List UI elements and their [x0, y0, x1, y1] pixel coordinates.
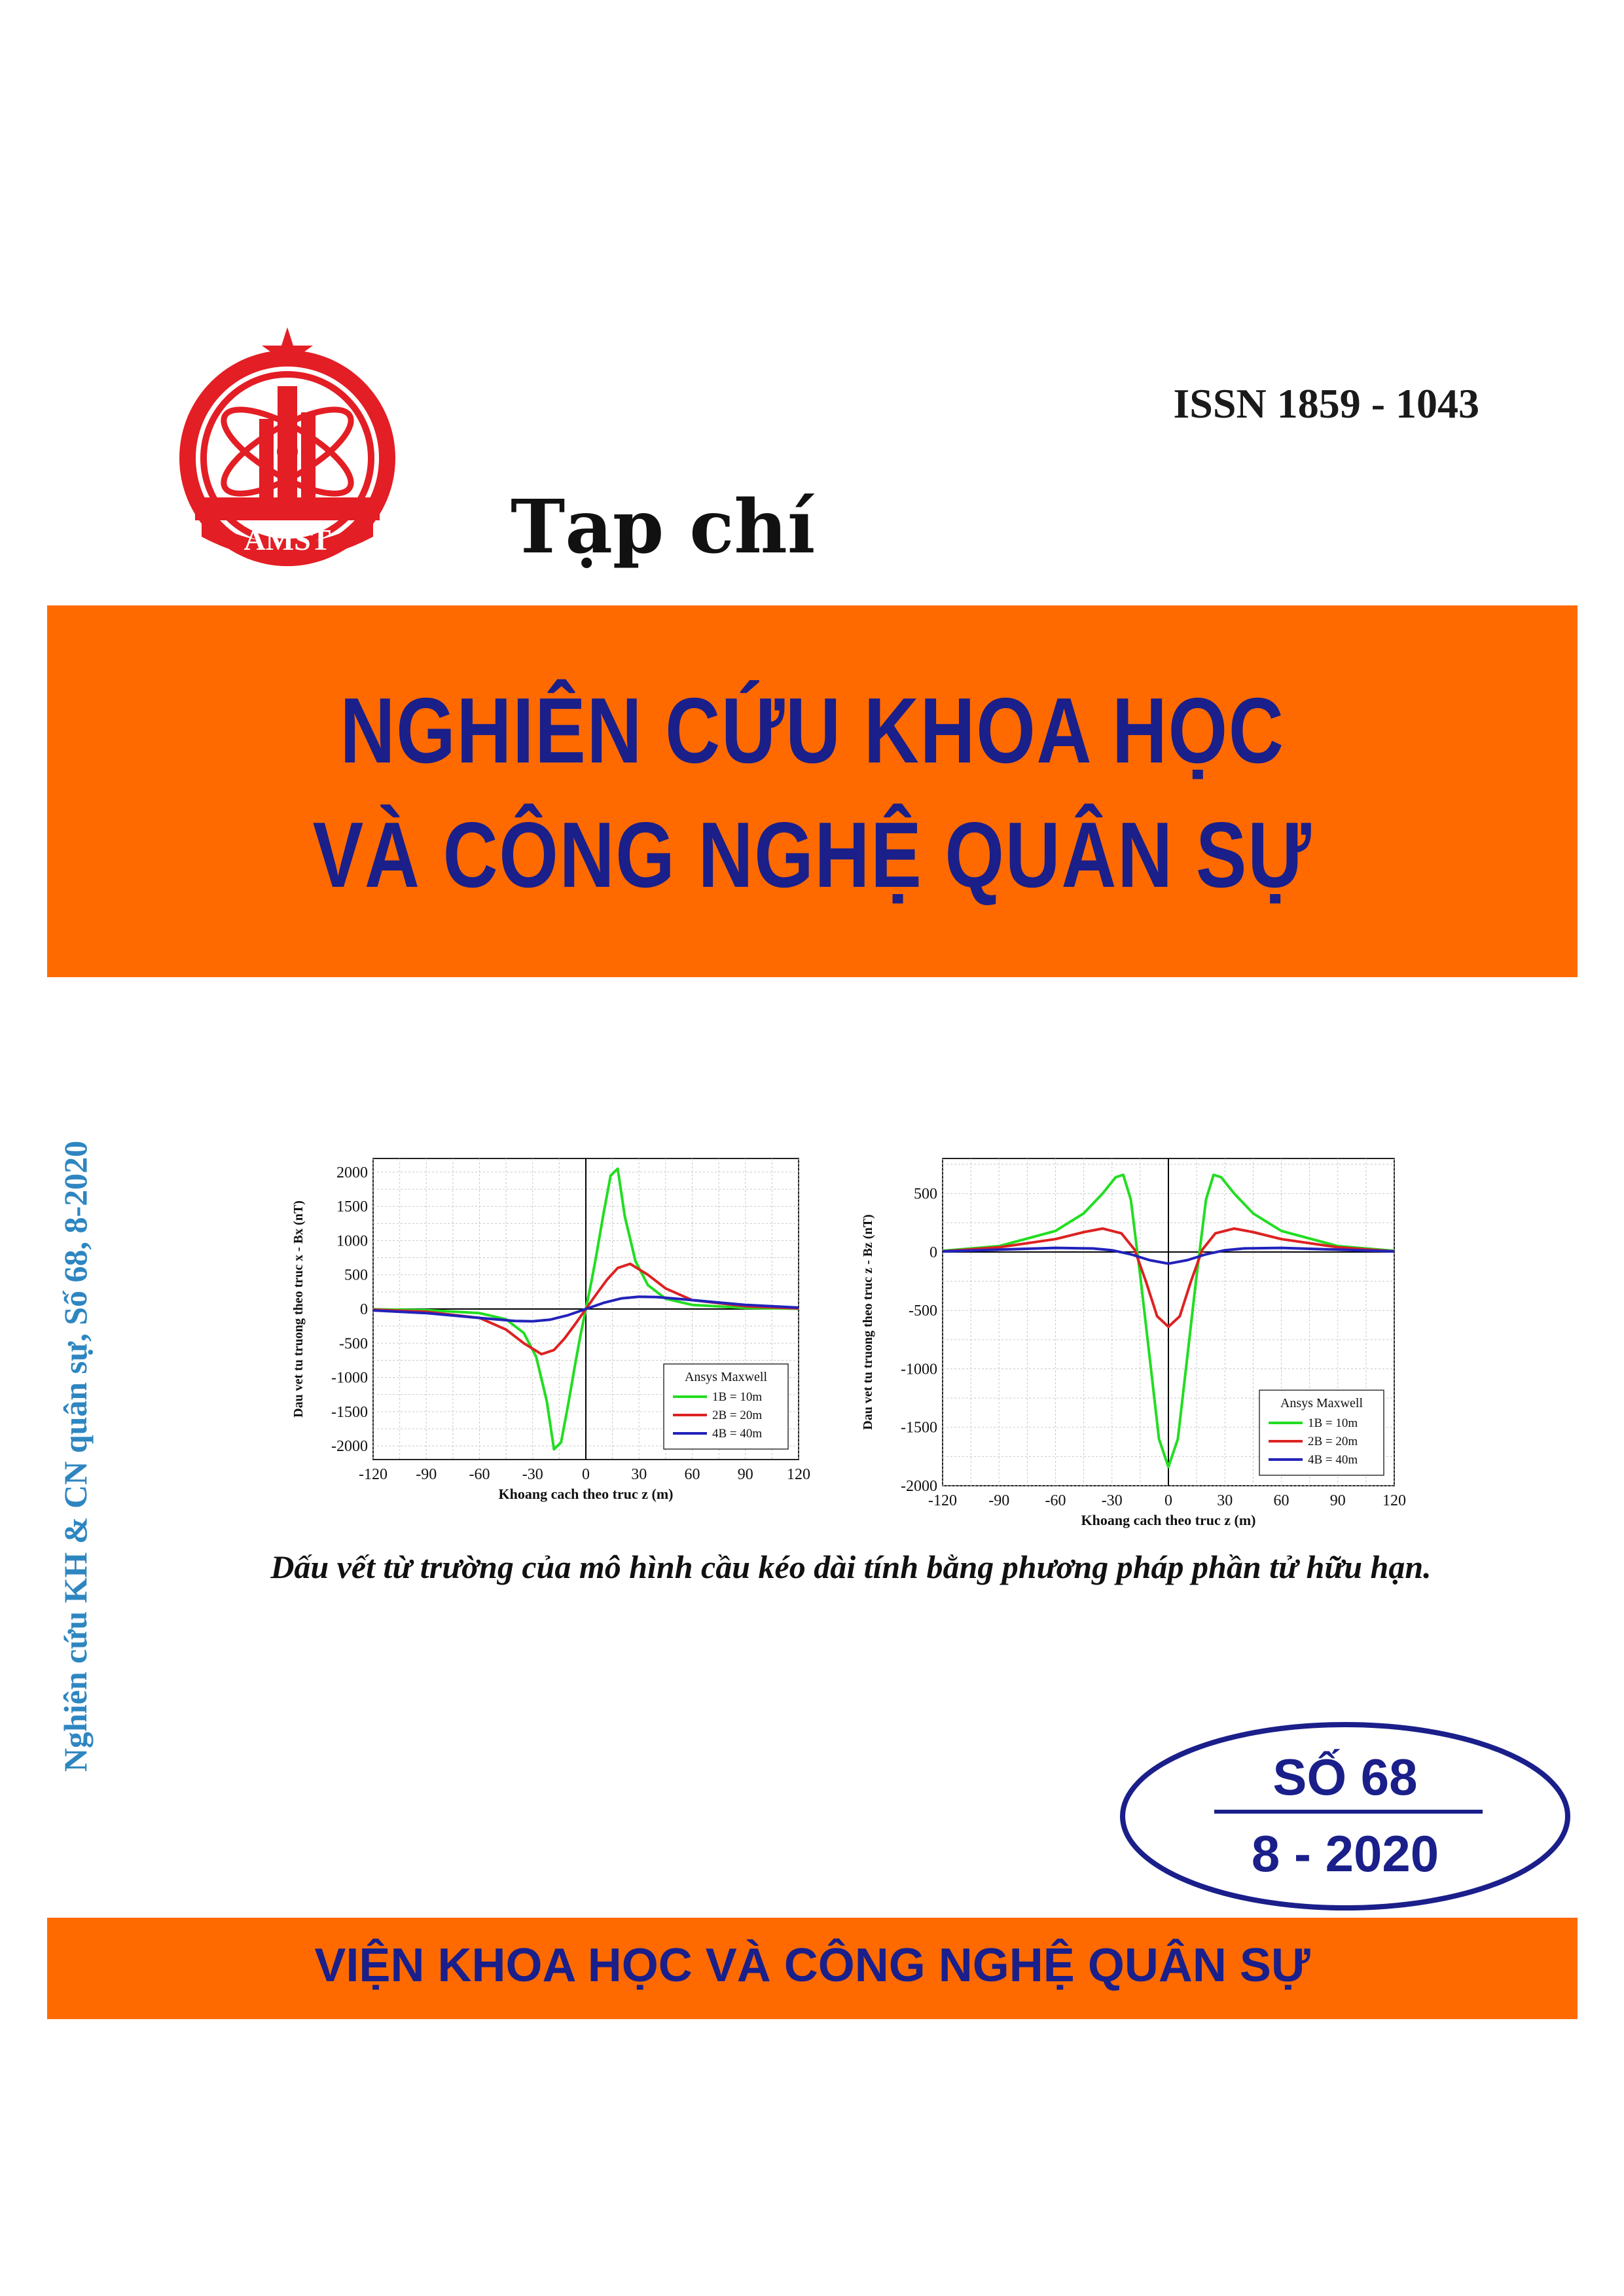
x-tick-label: 90: [737, 1466, 753, 1483]
y-tick-label: -1500: [901, 1419, 937, 1437]
x-tick-label: -30: [522, 1466, 543, 1483]
journal-title-line2: VÀ CÔNG NGHỆ QUÂN SỰ: [312, 803, 1312, 907]
y-tick-label: -500: [909, 1302, 937, 1320]
x-tick-label: 30: [1217, 1492, 1233, 1509]
y-tick-label: 1000: [336, 1232, 368, 1250]
x-tick-label: -30: [1101, 1492, 1123, 1509]
issue-divider: [1214, 1810, 1483, 1814]
issue-date: 8 - 2020: [1251, 1825, 1439, 1882]
figure-caption: Dấu vết từ trường của mô hình cầu kéo dài tính bằng phương pháp phần tử hữu hạn.: [270, 1549, 1432, 1585]
legend-entry: 1B = 10m: [712, 1390, 763, 1404]
y-tick-label: 0: [929, 1244, 937, 1261]
x-tick-label: 90: [1329, 1492, 1346, 1509]
y-tick-label: 500: [914, 1185, 937, 1203]
y-tick-label: -1000: [331, 1369, 368, 1387]
spine-label: [39, 1080, 111, 1833]
x-tick-label: -90: [988, 1492, 1010, 1509]
logo-text: AMST: [244, 523, 331, 556]
x-tick-label: 60: [684, 1466, 700, 1483]
legend-entry: 1B = 10m: [1308, 1416, 1358, 1430]
issue-badge: [1116, 1718, 1574, 1914]
journal-title-line1: NGHIÊN CỨU KHOA HỌC: [340, 679, 1285, 783]
y-tick-label: -1500: [331, 1403, 368, 1421]
x-tick-label: 0: [582, 1466, 590, 1483]
y-axis-label: Dau vet tu truong theo truc z - Bz (nT): [861, 1214, 875, 1430]
x-tick-label: -120: [359, 1466, 388, 1483]
y-axis-label: Dau vet tu truong theo truc x - Bx (nT): [291, 1200, 306, 1418]
x-tick-label: -60: [469, 1466, 490, 1483]
y-tick-label: -2000: [331, 1438, 368, 1456]
legend-entry: 4B = 40m: [712, 1427, 763, 1441]
x-axis-label: Khoang cach theo truc z (m): [1081, 1512, 1256, 1528]
x-tick-label: -90: [416, 1466, 437, 1483]
x-tick-label: 30: [631, 1466, 647, 1483]
y-tick-label: 2000: [336, 1164, 368, 1181]
x-tick-label: -120: [928, 1492, 957, 1509]
amst-logo: [169, 321, 406, 569]
legend-title: Ansys Maxwell: [1280, 1396, 1363, 1410]
legend-entry: 2B = 20m: [1308, 1435, 1358, 1448]
y-tick-label: 1500: [336, 1198, 368, 1216]
y-tick-label: -500: [339, 1335, 368, 1353]
y-tick-label: 500: [344, 1266, 368, 1284]
chart-bx: [288, 1139, 812, 1518]
x-tick-label: 0: [1164, 1492, 1172, 1509]
x-axis-label: Khoang cach theo truc z (m): [498, 1486, 674, 1502]
x-tick-label: 120: [1382, 1492, 1406, 1509]
x-tick-label: -60: [1045, 1492, 1066, 1509]
issn-number: ISSN 1859 - 1043: [1173, 380, 1479, 427]
x-tick-label: 60: [1273, 1492, 1290, 1509]
footer-banner: [47, 1918, 1578, 2019]
title-banner: [47, 605, 1578, 977]
issue-number: SỐ 68: [1272, 1748, 1418, 1806]
y-tick-label: 0: [360, 1301, 368, 1318]
chart-bz: [857, 1139, 1407, 1545]
y-tick-label: -2000: [901, 1478, 937, 1495]
x-tick-label: 120: [787, 1466, 810, 1483]
magazine-word: Tạp chí: [511, 484, 816, 570]
legend-entry: 4B = 40m: [1308, 1453, 1358, 1467]
y-tick-label: -1000: [901, 1361, 937, 1378]
publisher-name: VIỆN KHOA HỌC VÀ CÔNG NGHỆ QUÂN SỰ: [314, 1939, 1310, 1992]
legend-entry: 2B = 20m: [712, 1408, 763, 1422]
spine-text: Nghiên cứu KH & CN quân sự, Số 68, 8-2020: [57, 1140, 94, 1772]
legend-title: Ansys Maxwell: [684, 1370, 768, 1384]
